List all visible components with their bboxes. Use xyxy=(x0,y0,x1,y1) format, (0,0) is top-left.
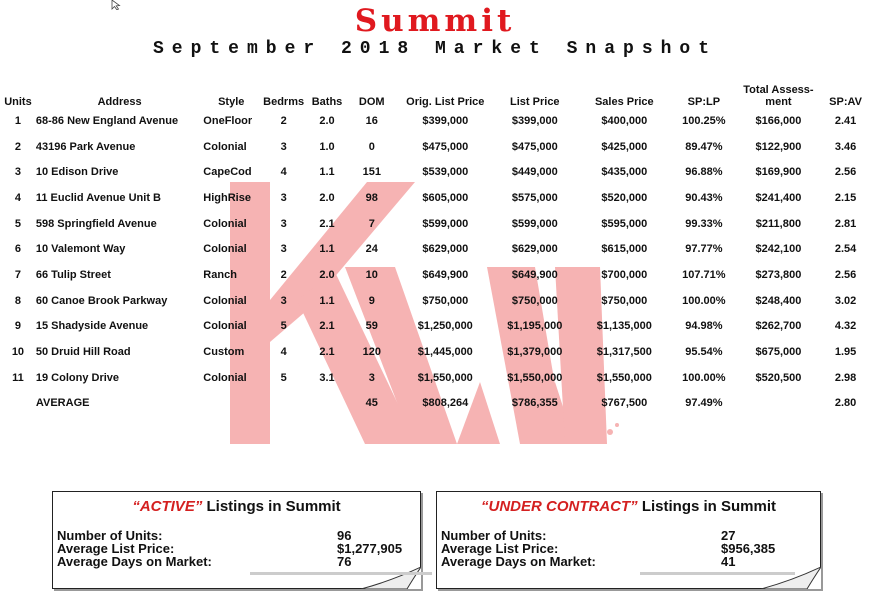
active-listings-title: “ACTIVE” Listings in Summit xyxy=(132,498,341,515)
cell-orig: $605,000 xyxy=(422,191,469,204)
cell-units: 6 xyxy=(14,243,21,256)
cell-style: OneFloor xyxy=(203,114,253,127)
cell-baths: 1.1 xyxy=(319,294,335,307)
cell-spav: 1.95 xyxy=(834,346,857,359)
cell-list: $399,000 xyxy=(511,114,558,127)
cell-style: Colonial xyxy=(203,243,247,256)
table-row xyxy=(0,211,870,237)
cell-orig: $475,000 xyxy=(422,140,469,153)
column-header: Sales Price xyxy=(594,96,654,108)
column-header: SP:LP xyxy=(687,96,721,108)
cell-spav: 2.98 xyxy=(834,371,857,384)
cell-sales: $1,317,500 xyxy=(596,346,652,359)
cell-splp: 96.88% xyxy=(685,166,723,179)
cell-style: CapeCod xyxy=(203,166,252,179)
cell-address: 19 Colony Drive xyxy=(35,371,120,384)
cell-list: $629,000 xyxy=(511,243,558,256)
column-header: Units xyxy=(4,96,32,108)
cell-spav: 4.32 xyxy=(834,320,857,333)
cell-spav: 2.54 xyxy=(834,243,857,256)
average-sales: $767,500 xyxy=(601,397,648,410)
cell-dom: 24 xyxy=(365,243,378,256)
cell-dom: 7 xyxy=(368,217,375,230)
cell-assess: $122,900 xyxy=(755,140,802,153)
box-shadow-line xyxy=(640,572,795,575)
cell-sales: $750,000 xyxy=(601,294,648,307)
cell-spav: 2.56 xyxy=(834,166,857,179)
cell-spav: 2.15 xyxy=(834,191,857,204)
active-price-label: Average List Price: xyxy=(57,541,175,556)
contract-price-label: Average List Price: xyxy=(441,541,559,556)
cell-assess: $248,400 xyxy=(755,294,802,307)
cell-dom: 59 xyxy=(365,320,378,333)
cell-assess: $211,800 xyxy=(755,217,802,230)
box-shadow-line xyxy=(250,572,432,575)
active-days-label: Average Days on Market: xyxy=(57,554,212,569)
table-row xyxy=(0,365,870,391)
cell-assess: $241,400 xyxy=(755,191,802,204)
cell-dom: 9 xyxy=(368,294,375,307)
cell-sales: $1,550,000 xyxy=(596,371,652,384)
cell-list: $1,550,000 xyxy=(507,371,563,384)
cell-baths: 1.1 xyxy=(319,243,335,256)
cell-style: Ranch xyxy=(203,268,237,281)
cell-bedrms: 2 xyxy=(280,268,287,281)
cell-baths: 2.0 xyxy=(319,114,335,127)
cell-list: $475,000 xyxy=(511,140,558,153)
cell-assess: $169,900 xyxy=(755,166,802,179)
cell-baths: 2.1 xyxy=(319,217,335,230)
cell-style: Colonial xyxy=(203,140,247,153)
cell-list: $1,379,000 xyxy=(507,346,563,359)
cell-address: 598 Springfield Avenue xyxy=(35,217,157,230)
table-row xyxy=(0,339,870,365)
cell-orig: $399,000 xyxy=(422,114,469,127)
cell-sales: $400,000 xyxy=(601,114,648,127)
cell-address: 43196 Park Avenue xyxy=(35,140,136,153)
cell-sales: $700,000 xyxy=(601,268,648,281)
average-dom: 45 xyxy=(365,397,378,410)
cell-assess: $675,000 xyxy=(755,346,802,359)
cell-orig: $750,000 xyxy=(422,294,469,307)
average-row xyxy=(0,391,870,417)
active-days-value: 76 xyxy=(337,554,352,569)
cell-splp: 94.98% xyxy=(685,320,723,333)
cell-units: 10 xyxy=(11,346,25,359)
cell-style: Colonial xyxy=(203,217,247,230)
table-row xyxy=(0,185,870,211)
cell-address: 11 Euclid Avenue Unit B xyxy=(35,191,161,204)
cell-units: 2 xyxy=(14,140,21,153)
cell-list: $599,000 xyxy=(511,217,558,230)
cell-bedrms: 3 xyxy=(280,294,287,307)
cell-style: HighRise xyxy=(203,191,251,204)
cell-baths: 1.0 xyxy=(319,140,335,153)
cell-splp: 95.54% xyxy=(685,346,723,359)
page-curl-decoration xyxy=(361,567,421,589)
cell-list: $1,195,000 xyxy=(507,320,563,333)
cell-address: 60 Canoe Brook Parkway xyxy=(35,294,168,307)
cell-style: Colonial xyxy=(203,320,247,333)
cell-list: $575,000 xyxy=(511,191,558,204)
cell-assess: $520,500 xyxy=(755,371,802,384)
cell-spav: 2.56 xyxy=(834,268,857,281)
empty-cell xyxy=(736,391,821,417)
cell-splp: 107.71% xyxy=(682,268,726,281)
cell-bedrms: 5 xyxy=(280,320,287,333)
cell-sales: $520,000 xyxy=(601,191,648,204)
cell-bedrms: 3 xyxy=(280,140,287,153)
cell-dom: 10 xyxy=(365,268,378,281)
cell-list: $750,000 xyxy=(511,294,558,307)
cell-baths: 3.1 xyxy=(319,371,335,384)
cell-splp: 89.47% xyxy=(685,140,723,153)
cell-dom: 16 xyxy=(365,114,378,127)
cell-bedrms: 4 xyxy=(280,166,287,179)
cell-sales: $615,000 xyxy=(601,243,648,256)
page-title: Summit xyxy=(354,3,516,39)
average-splp: 97.49% xyxy=(685,397,723,410)
table-header-row xyxy=(0,74,870,108)
cell-bedrms: 4 xyxy=(280,346,287,359)
cell-baths: 1.1 xyxy=(319,166,335,179)
cell-style: Colonial xyxy=(203,294,247,307)
cell-orig: $1,445,000 xyxy=(417,346,473,359)
cell-bedrms: 2 xyxy=(280,114,287,127)
cell-bedrms: 3 xyxy=(280,217,287,230)
column-header: Total Assess- ment xyxy=(743,84,814,108)
cell-orig: $1,250,000 xyxy=(417,320,473,333)
empty-cell xyxy=(259,391,308,417)
cell-splp: 100.00% xyxy=(682,294,726,307)
cell-assess: $273,800 xyxy=(755,268,802,281)
under-contract-title: “UNDER CONTRACT” Listings in Summit xyxy=(480,498,776,515)
average-label: AVERAGE xyxy=(35,397,90,410)
empty-cell xyxy=(0,391,36,417)
table-row xyxy=(0,262,870,288)
cell-orig: $649,900 xyxy=(422,268,469,281)
sales-table xyxy=(0,74,870,416)
contract-units-label: Number of Units: xyxy=(441,528,547,543)
cell-units: 4 xyxy=(14,191,21,204)
cell-address: 15 Shadyside Avenue xyxy=(35,320,149,333)
cell-dom: 0 xyxy=(368,140,375,153)
cell-units: 9 xyxy=(14,320,21,333)
cell-address: 50 Druid Hill Road xyxy=(35,346,131,359)
page-curl-decoration xyxy=(761,567,821,589)
table-row xyxy=(0,134,870,160)
cell-units: 7 xyxy=(14,268,21,281)
contract-days-value: 41 xyxy=(721,554,736,569)
cell-spav: 2.81 xyxy=(834,217,857,230)
cell-spav: 3.02 xyxy=(834,294,857,307)
table-row xyxy=(0,159,870,185)
cell-style: Custom xyxy=(203,346,245,359)
average-spav: 2.80 xyxy=(834,397,857,410)
empty-cell xyxy=(203,391,259,417)
average-list: $786,355 xyxy=(511,397,558,410)
cell-list: $649,900 xyxy=(511,268,558,281)
cell-units: 3 xyxy=(14,166,21,179)
column-header: List Price xyxy=(510,96,560,108)
cell-baths: 2.0 xyxy=(319,191,335,204)
cell-units: 1 xyxy=(14,114,21,127)
cell-dom: 151 xyxy=(362,166,381,179)
active-units-value: 96 xyxy=(337,528,352,543)
table-row xyxy=(0,108,870,134)
cell-assess: $262,700 xyxy=(755,320,802,333)
cell-assess: $242,100 xyxy=(755,243,802,256)
column-header: Baths xyxy=(311,96,343,108)
cell-sales: $435,000 xyxy=(601,166,648,179)
cell-dom: 3 xyxy=(368,371,375,384)
table-row xyxy=(0,288,870,314)
cell-units: 5 xyxy=(14,217,21,230)
column-header: Address xyxy=(97,96,142,108)
column-header: SP:AV xyxy=(829,96,862,108)
cell-sales: $595,000 xyxy=(601,217,648,230)
cell-splp: 99.33% xyxy=(685,217,723,230)
cell-splp: 100.25% xyxy=(682,114,726,127)
cell-list: $449,000 xyxy=(511,166,558,179)
cell-bedrms: 3 xyxy=(280,191,287,204)
cell-bedrms: 5 xyxy=(280,371,287,384)
cell-address: 66 Tulip Street xyxy=(35,268,111,281)
column-header: Orig. List Price xyxy=(406,96,485,108)
cell-dom: 98 xyxy=(365,191,378,204)
contract-price-value: $956,385 xyxy=(721,541,776,556)
cell-splp: 100.00% xyxy=(682,371,726,384)
cell-splp: 97.77% xyxy=(685,243,723,256)
cell-orig: $1,550,000 xyxy=(417,371,473,384)
cell-orig: $629,000 xyxy=(422,243,469,256)
table-row xyxy=(0,236,870,262)
contract-days-label: Average Days on Market: xyxy=(441,554,596,569)
cell-assess: $166,000 xyxy=(755,114,802,127)
active-units-label: Number of Units: xyxy=(57,528,163,543)
cell-orig: $539,000 xyxy=(422,166,469,179)
cell-baths: 2.1 xyxy=(319,346,335,359)
contract-units-value: 27 xyxy=(721,528,736,543)
cell-baths: 2.0 xyxy=(319,268,335,281)
cell-splp: 90.43% xyxy=(685,191,723,204)
table-row xyxy=(0,314,870,340)
cell-sales: $425,000 xyxy=(601,140,648,153)
cell-orig: $599,000 xyxy=(422,217,469,230)
empty-cell xyxy=(308,391,346,417)
cell-dom: 120 xyxy=(362,346,381,359)
average-orig: $808,264 xyxy=(422,397,469,410)
column-header: Bedrms xyxy=(263,96,305,108)
cell-address: 68-86 New England Avenue xyxy=(35,114,179,127)
cell-sales: $1,135,000 xyxy=(596,320,652,333)
cell-spav: 2.41 xyxy=(834,114,857,127)
column-header: DOM xyxy=(358,96,385,108)
cell-address: 10 Edison Drive xyxy=(35,166,119,179)
cell-units: 11 xyxy=(12,371,24,384)
active-price-value: $1,277,905 xyxy=(337,541,403,556)
cell-address: 10 Valemont Way xyxy=(35,243,126,256)
cell-units: 8 xyxy=(14,294,21,307)
column-header: Style xyxy=(218,96,245,108)
cell-style: Colonial xyxy=(203,371,247,384)
cell-bedrms: 3 xyxy=(280,243,287,256)
cell-spav: 3.46 xyxy=(834,140,857,153)
page-subtitle: September 2018 Market Snapshot xyxy=(152,39,718,59)
cell-baths: 2.1 xyxy=(319,320,335,333)
